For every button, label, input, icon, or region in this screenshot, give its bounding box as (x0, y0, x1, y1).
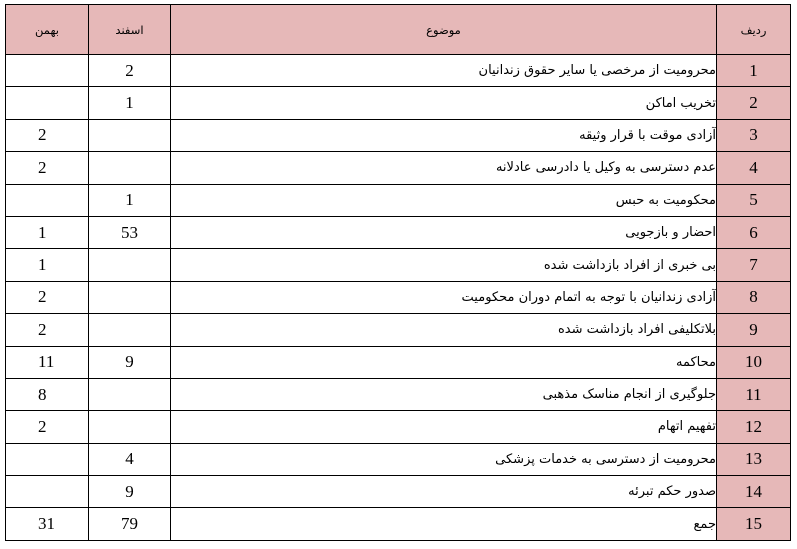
cell-esfand: 9 (89, 476, 171, 508)
cell-bahman-total: 31 (6, 508, 89, 540)
cell-esfand: 1 (89, 184, 171, 216)
cell-esfand: 9 (89, 346, 171, 378)
cell-esfand (89, 249, 171, 281)
cell-topic: محاکمه (171, 346, 717, 378)
table-row (6, 443, 791, 475)
cell-radif: 13 (717, 443, 791, 475)
cell-topic: محکومیت به حبس (171, 184, 717, 216)
cell-topic: آزادی موقت با قرار وثیقه (171, 119, 717, 151)
cell-radif: 9 (717, 314, 791, 346)
cell-radif: 1 (717, 55, 791, 87)
table-row (6, 152, 791, 184)
table-row (6, 55, 791, 87)
cell-esfand-total: 79 (89, 508, 171, 540)
table-row-total (6, 508, 791, 540)
table-row (6, 346, 791, 378)
cell-bahman: 2 (6, 314, 89, 346)
table-row (6, 378, 791, 410)
cell-esfand (89, 281, 171, 313)
cell-radif: 10 (717, 346, 791, 378)
cell-radif: 7 (717, 249, 791, 281)
header-row (6, 5, 791, 55)
cell-radif: 8 (717, 281, 791, 313)
cell-bahman: 8 (6, 378, 89, 410)
table-row (6, 476, 791, 508)
cell-topic: احضار و بازجویی (171, 216, 717, 248)
table-row (6, 119, 791, 151)
table-body (6, 55, 791, 541)
cell-bahman: 11 (6, 346, 89, 378)
cell-esfand (89, 152, 171, 184)
cell-radif: 6 (717, 216, 791, 248)
cell-esfand: 1 (89, 87, 171, 119)
cell-topic: محرومیت از دسترسی به خدمات پزشکی (171, 443, 717, 475)
cell-radif: 15 (717, 508, 791, 540)
table-row (6, 249, 791, 281)
cell-esfand (89, 314, 171, 346)
cell-radif: 11 (717, 378, 791, 410)
cell-radif: 3 (717, 119, 791, 151)
cell-radif: 2 (717, 87, 791, 119)
cell-topic: آزادی زندانیان با توجه به اتمام دوران محکومیت (171, 281, 717, 313)
cell-topic: تخریب اماکن (171, 87, 717, 119)
header-esfand: اسفند (89, 5, 171, 55)
cell-topic: جلوگیری از انجام مناسک مذهبی (171, 378, 717, 410)
cell-radif: 5 (717, 184, 791, 216)
cell-bahman: 2 (6, 152, 89, 184)
table-row (6, 411, 791, 443)
table-row (6, 87, 791, 119)
cell-topic: عدم دسترسی به وکیل یا دادرسی عادلانه (171, 152, 717, 184)
cell-bahman: 1 (6, 216, 89, 248)
table-row (6, 314, 791, 346)
table-row (6, 184, 791, 216)
cell-topic: صدور حکم تبرئه (171, 476, 717, 508)
cell-bahman: 2 (6, 119, 89, 151)
cell-topic: تفهیم اتهام (171, 411, 717, 443)
cell-topic: بی خبری از افراد بازداشت شده (171, 249, 717, 281)
cell-bahman: 2 (6, 411, 89, 443)
cell-topic: بلاتکلیفی افراد بازداشت شده (171, 314, 717, 346)
cell-esfand (89, 378, 171, 410)
cell-topic: محرومیت از مرخصی یا سایر حقوق زندانیان (171, 55, 717, 87)
cell-bahman (6, 87, 89, 119)
cell-bahman (6, 55, 89, 87)
cell-bahman (6, 476, 89, 508)
header-radif: ردیف (717, 5, 791, 55)
table-row (6, 216, 791, 248)
cell-radif: 12 (717, 411, 791, 443)
cell-bahman (6, 184, 89, 216)
cell-esfand: 53 (89, 216, 171, 248)
table-header (6, 5, 791, 55)
cell-radif: 14 (717, 476, 791, 508)
cell-bahman: 1 (6, 249, 89, 281)
cell-esfand (89, 119, 171, 151)
header-bahman: بهمن (6, 5, 89, 55)
cell-esfand: 2 (89, 55, 171, 87)
cell-esfand: 4 (89, 443, 171, 475)
cell-bahman: 2 (6, 281, 89, 313)
table-row (6, 281, 791, 313)
header-topic: موضوع (171, 5, 717, 55)
cell-radif: 4 (717, 152, 791, 184)
cell-esfand (89, 411, 171, 443)
cell-bahman (6, 443, 89, 475)
data-table (5, 4, 791, 541)
cell-topic-total: جمع (171, 508, 717, 540)
